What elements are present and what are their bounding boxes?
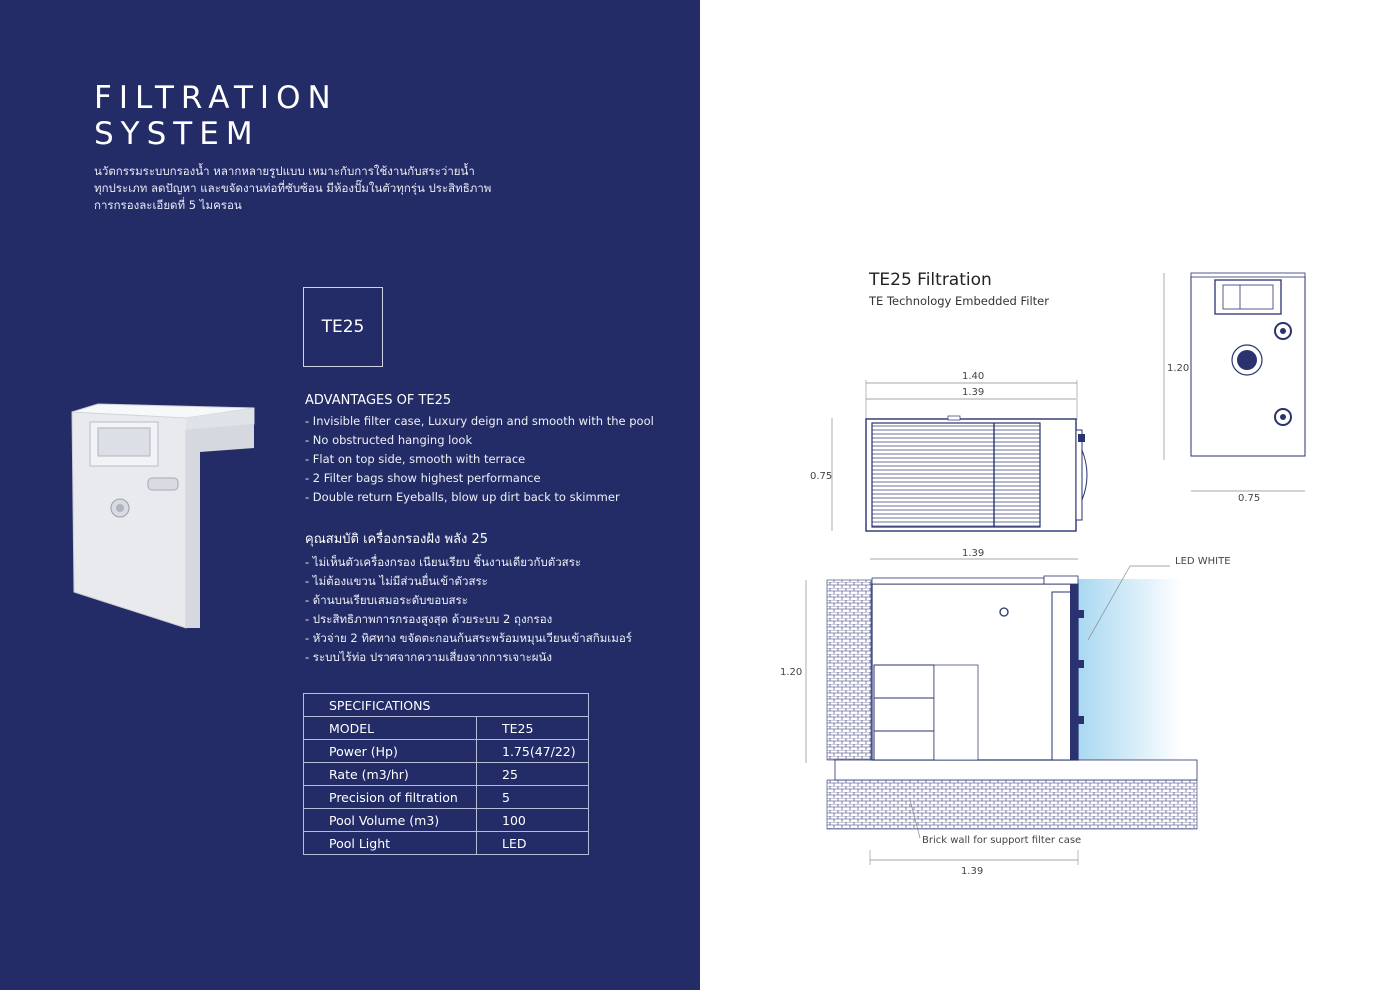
spec-label: Precision of filtration: [304, 786, 477, 809]
specifications-heading: SPECIFICATIONS: [304, 694, 589, 717]
page-title: [94, 80, 338, 152]
led-label: LED WHITE: [1175, 556, 1231, 567]
spec-value: 5: [477, 786, 589, 809]
spec-label: Pool Volume (m3): [304, 809, 477, 832]
spec-value: LED: [477, 832, 589, 855]
intro-line: ทุกประเภท ลดปัญหา และขจัดงานท่อที่ซับซ้อน มีห้องปั๊มในตัวทุกรุ่น ประสิทธิภาพ: [94, 181, 492, 195]
top-depth: 0.75: [810, 471, 833, 482]
advantage-item: - Double return Eyeballs, blow up dirt back to skimmer: [305, 490, 620, 504]
table-row: [304, 809, 589, 832]
side-width: 0.75: [1238, 493, 1261, 504]
side-height: 1.20: [1167, 363, 1190, 374]
right-panel: [700, 0, 1400, 990]
table-row: [304, 740, 589, 763]
drawing-title: TE25 Filtration: [869, 270, 992, 290]
intro-text: [94, 163, 492, 214]
section-height: 1.20: [780, 667, 803, 678]
model-badge: TE25: [303, 287, 383, 367]
section-view: [780, 548, 1231, 877]
section-width-top: 1.39: [962, 548, 985, 559]
thai-feature-item: - ด้านบนเรียบเสมอระดับขอบสระ: [305, 593, 468, 607]
table-row: [304, 717, 589, 740]
drawing-subtitle: TE Technology Embedded Filter: [869, 294, 1049, 308]
advantages-section: [305, 393, 665, 507]
filter-product-image: [68, 400, 268, 630]
thai-feature-item: - ไม่ต้องแขวน ไม่มีส่วนยื่นเข้าตัวสระ: [305, 574, 488, 588]
table-row: [304, 786, 589, 809]
intro-line: การกรองละเอียดที่ 5 ไมครอน: [94, 198, 242, 212]
spec-label: MODEL: [304, 717, 477, 740]
top-width-inner: 1.39: [962, 387, 985, 398]
side-view: [1164, 273, 1305, 504]
intro-line: นวัตกรรมระบบกรองน้ำ หลากหลายรูปแบบ เหมาะกับการใช้งานกับสระว่ายน้ำ: [94, 164, 475, 178]
advantage-item: - Invisible filter case, Luxury deign and smooth with the pool: [305, 414, 654, 428]
spec-label: Power (Hp): [304, 740, 477, 763]
spec-value: 1.75(47/22): [477, 740, 589, 763]
section-width-bottom: 1.39: [961, 866, 984, 877]
thai-feature-item: - ประสิทธิภาพการกรองสูงสุด ด้วยระบบ 2 ถุงกรอง: [305, 612, 553, 626]
thai-feature-item: - หัวจ่าย 2 ทิศทาง ขจัดตะกอนก้นสระพร้อมหมุนเวียนเข้าสกิมเมอร์: [305, 631, 632, 645]
thai-feature-item: - ไม่เห็นตัวเครื่องกรอง เนียนเรียบ ชิ้นงานเดียวกับตัวสระ: [305, 555, 582, 569]
thai-features-section: [305, 528, 665, 667]
top-view: [810, 371, 1087, 531]
top-width-outer: 1.40: [962, 371, 985, 382]
spec-label: Rate (m3/hr): [304, 763, 477, 786]
table-row: [304, 763, 589, 786]
spec-label: Pool Light: [304, 832, 477, 855]
specifications-table: [303, 693, 589, 855]
advantage-item: - Flat on top side, smooth with terrace: [305, 452, 526, 466]
title-line-2: SYSTEM: [94, 116, 260, 152]
table-row: [304, 832, 589, 855]
thai-features-heading: คุณสมบัติ เครื่องกรองฝัง พลัง 25: [305, 532, 489, 547]
wall-label: Brick wall for support filter case: [922, 835, 1082, 846]
spec-value: 100: [477, 809, 589, 832]
advantage-item: - No obstructed hanging look: [305, 433, 473, 447]
spec-value: TE25: [477, 717, 589, 740]
technical-drawing: [700, 0, 1400, 990]
advantage-item: - 2 Filter bags show highest performance: [305, 471, 541, 485]
title-line-1: FILTRATION: [94, 80, 338, 116]
spec-value: 25: [477, 763, 589, 786]
advantages-heading: ADVANTAGES OF TE25: [305, 393, 452, 408]
thai-feature-item: - ระบบไร้ท่อ ปราศจากความเสี่ยงจากการเจาะผนัง: [305, 650, 553, 664]
